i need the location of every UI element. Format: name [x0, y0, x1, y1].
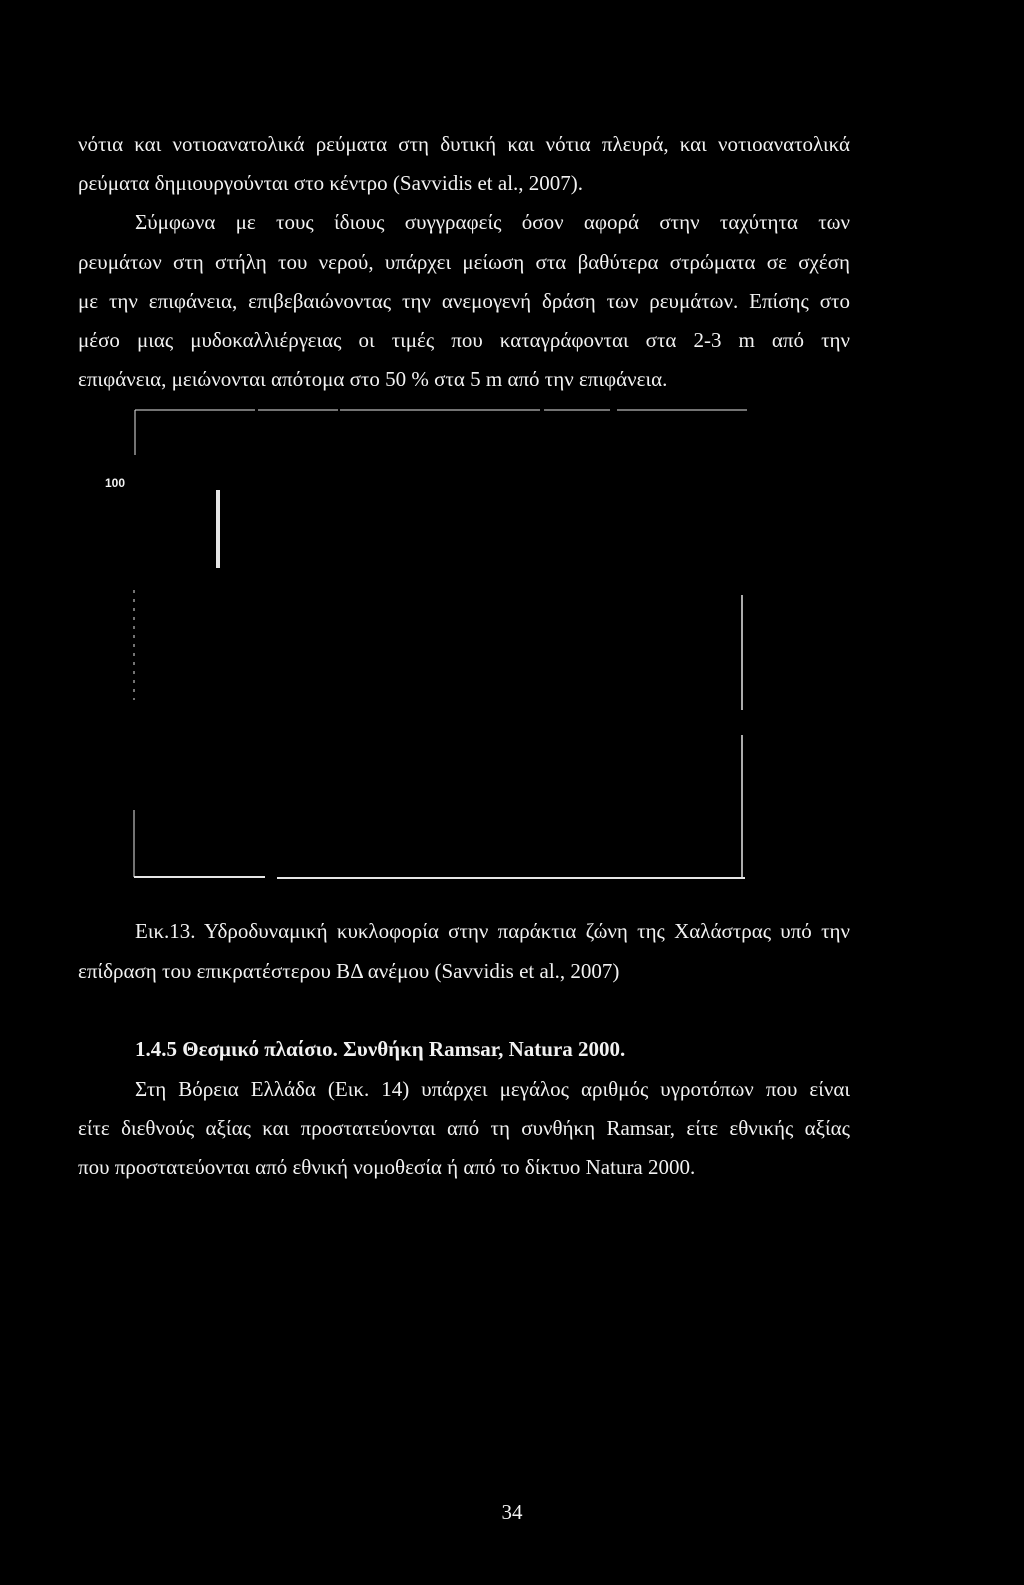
- paragraph-3-line-3: που προστατεύονται από εθνική νομοθεσία ή από το δίκτυο Natura 2000.: [78, 1155, 696, 1179]
- paragraph-3-line-2: είτε διεθνούς αξίας και προστατεύονται από τη συνθήκη Ramsar, είτε εθνικής αξίας: [78, 1116, 850, 1140]
- figure-scale-value: 100: [105, 476, 126, 490]
- paragraph-1-line-2: ρεύματα δημιουργούνται στο κέντρο (Savvidis et al., 2007).: [78, 171, 584, 195]
- section-heading: 1.4.5 Θεσμικό πλαίσιο. Συνθήκη Ramsar, Natura 2000.: [135, 1037, 626, 1061]
- figure-caption-line-1: Εικ.13. Υδροδυναμική κυκλοφορία στην παράκτια ζώνη της Χαλάστρας υπό την: [135, 919, 850, 943]
- paragraph-1-line-1: νότια και νοτιοανατολικά ρεύματα στη δυτική και νότια πλευρά, και νοτιοανατολικά: [78, 132, 850, 156]
- page-number: 34: [501, 1500, 523, 1524]
- figure-hydrodynamic-map: [105, 400, 765, 900]
- paragraph-2-line-5: επιφάνεια, μειώνονται απότομα στο 50 % στα 5 m από την επιφάνεια.: [78, 367, 668, 391]
- paragraph-2-line-4: μέσο μιας μυδοκαλλιέργειας οι τιμές που καταγράφονται στα 2-3 m από την: [78, 328, 851, 352]
- paragraph-2-line-3: με την επιφάνεια, επιβεβαιώνοντας την ανεμογενή δράση των ρευμάτων. Επίσης στο: [78, 289, 850, 313]
- paragraph-3-line-1: Στη Βόρεια Ελλάδα (Εικ. 14) υπάρχει μεγάλος αριθμός υγροτόπων που είναι: [135, 1077, 850, 1101]
- paragraph-2-line-1: Σύμφωνα με τους ίδιους συγγραφείς όσον αφορά στην ταχύτητα των: [135, 210, 850, 234]
- figure-caption-line-2: επίδραση του επικρατέστερου ΒΔ ανέμου (Savvidis et al., 2007): [78, 959, 620, 983]
- paragraph-2-line-2: ρευμάτων στη στήλη του νερού, υπάρχει μείωση στα βαθύτερα στρώματα σε σχέση: [78, 250, 850, 274]
- figure-frame: [125, 400, 765, 900]
